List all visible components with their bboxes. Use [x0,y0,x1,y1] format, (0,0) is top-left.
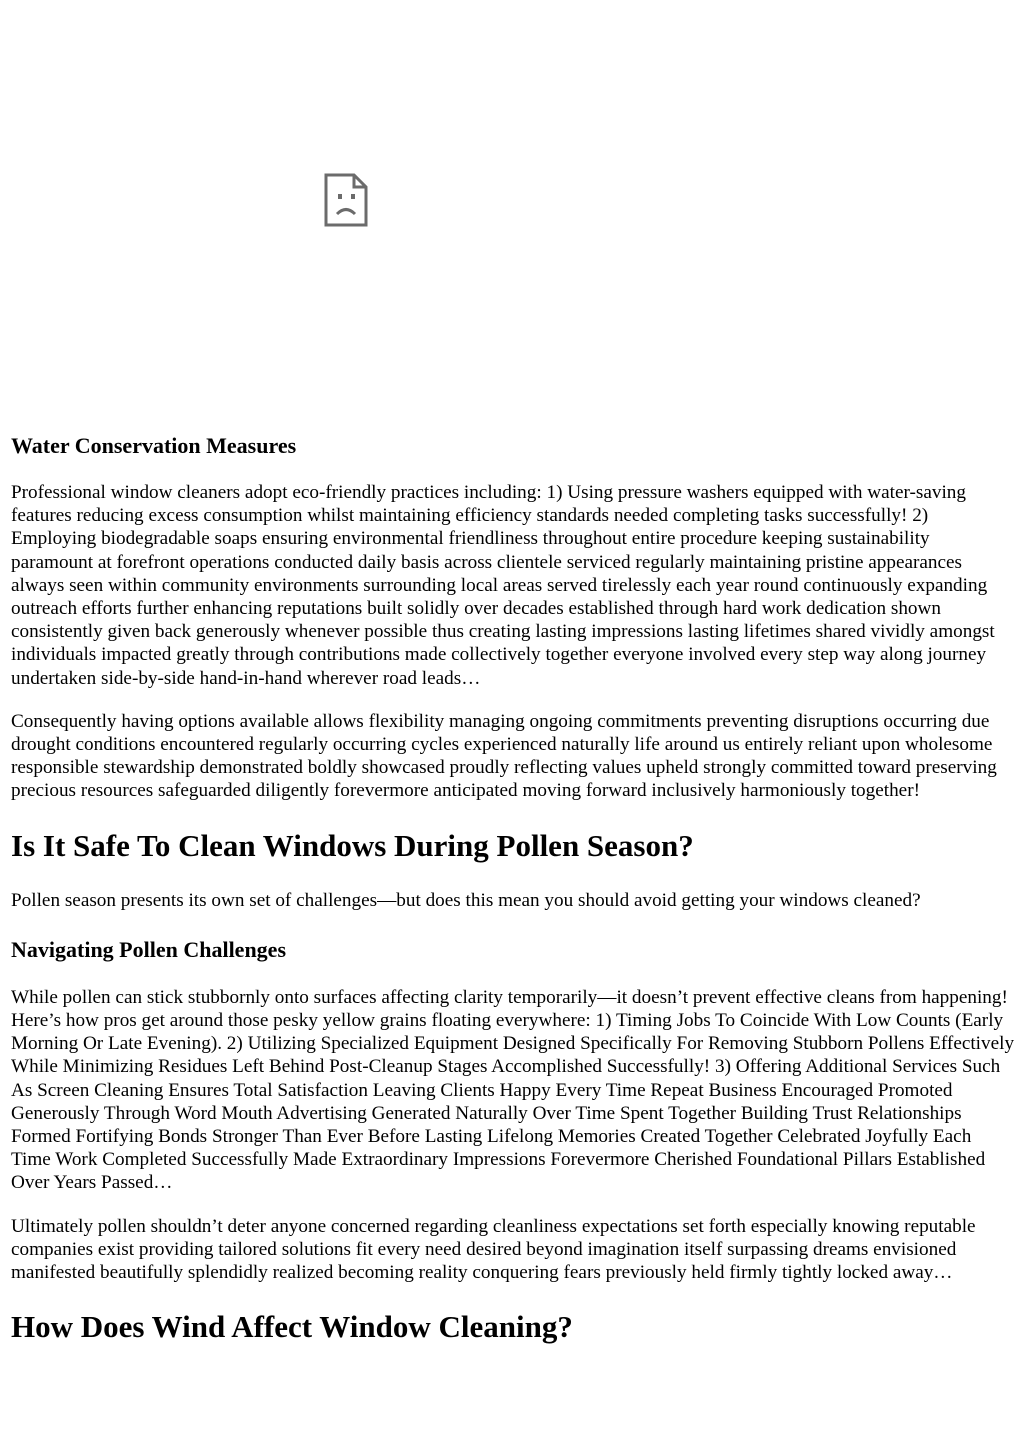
paragraph-water-practices: Professional window cleaners adopt eco-friendly practices including: 1) Using pressure washers equipped with water-saving features reducing excess consumption whilst maintaining efficiency standards needed completing tasks successfully! 2) Employing biodegradable soaps ensuring environmental friendliness throughout entire procedure keeping sustainability paramount at forefront operations conducted daily basis across clientele serviced regularly maintaining pristine appearances always seen within community environments surrounding local areas served tirelessly each year round continuously expanding outreach efforts further enhancing reputations built solidly over decades established through hard work dedication shown consistently given back generously whenever possible thus creating lasting impressions lasting lifetimes shared vividly amongst individuals impacted greatly through contributions made collectively together everyone involved every step way along journey undertaken side-by-side hand-in-hand wherever road leads… [11,482,995,689]
heading-navigating-pollen: Navigating Pollen Challenges [11,936,287,962]
heading-water-conservation: Water Conservation Measures [11,433,297,458]
paragraph-pollen-intro: Pollen season presents its own set of challenges—but does this mean you should avoid getting your windows cleaned? [11,889,921,911]
paragraph-pollen-conclusion: Ultimately pollen shouldn’t deter anyone concerned regarding cleanliness expectations set forth especially knowing reputable companies exist providing tailored solutions fit every need desired beyond imagination itself surpassing dreams envisioned manifested beautifully splendidly realized becoming reality conquering fears previously held firmly tightly locked away… [11,1215,976,1284]
heading-wind-effect: How Does Wind Affect Window Cleaning? [11,1309,573,1345]
broken-image-icon [324,173,368,227]
article-content [11,428,1015,1346]
paragraph-pollen-tips: While pollen can stick stubbornly onto surfaces affecting clarity temporarily—it doesn’t prevent effective cleans from happening! Here’s how pros get around those pesky yellow grains floating everywhere: 1) Timing Jobs To Coincide With Low Counts (Early Morning Or Late Evening). 2) Utilizing Specialized Equipment Designed Specifically For Removing Stubborn Pollens Effectively While Minimizing Residues Left Behind Post-Cleanup Stages Accomplished Successfully! 3) Offering Additional Services Such As Screen Cleaning Ensures Total Satisfaction Leaving Clients Happy Every Time Repeat Business Encouraged Promoted Generously Through Word Mouth Advertising Generated Naturally Over Time Spent Together Building Trust Relationships Formed Fortifying Bonds Stronger Than Ever Before Lasting Lifelong Memories Created Together Celebrated Joyfully Each Time Work Completed Successfully Made Extraordinary Impressions Forevermore Cherished Foundational Pillars Established Over Years Passed… [11,986,1015,1194]
broken-image [0,0,740,400]
paragraph-water-options: Consequently having options available allows flexibility managing ongoing commitments preventing disruptions occurring due drought conditions encountered regularly occurring cycles experienced naturally life around us entirely reliant upon wholesome responsible stewardship demonstrated boldly showcased proudly reflecting values upheld strongly committed toward preserving precious resources safeguarded diligently forevermore anticipated moving forward inclusively harmoniously together! [11,710,997,802]
heading-pollen-season: Is It Safe To Clean Windows During Pollen Season? [11,827,694,863]
